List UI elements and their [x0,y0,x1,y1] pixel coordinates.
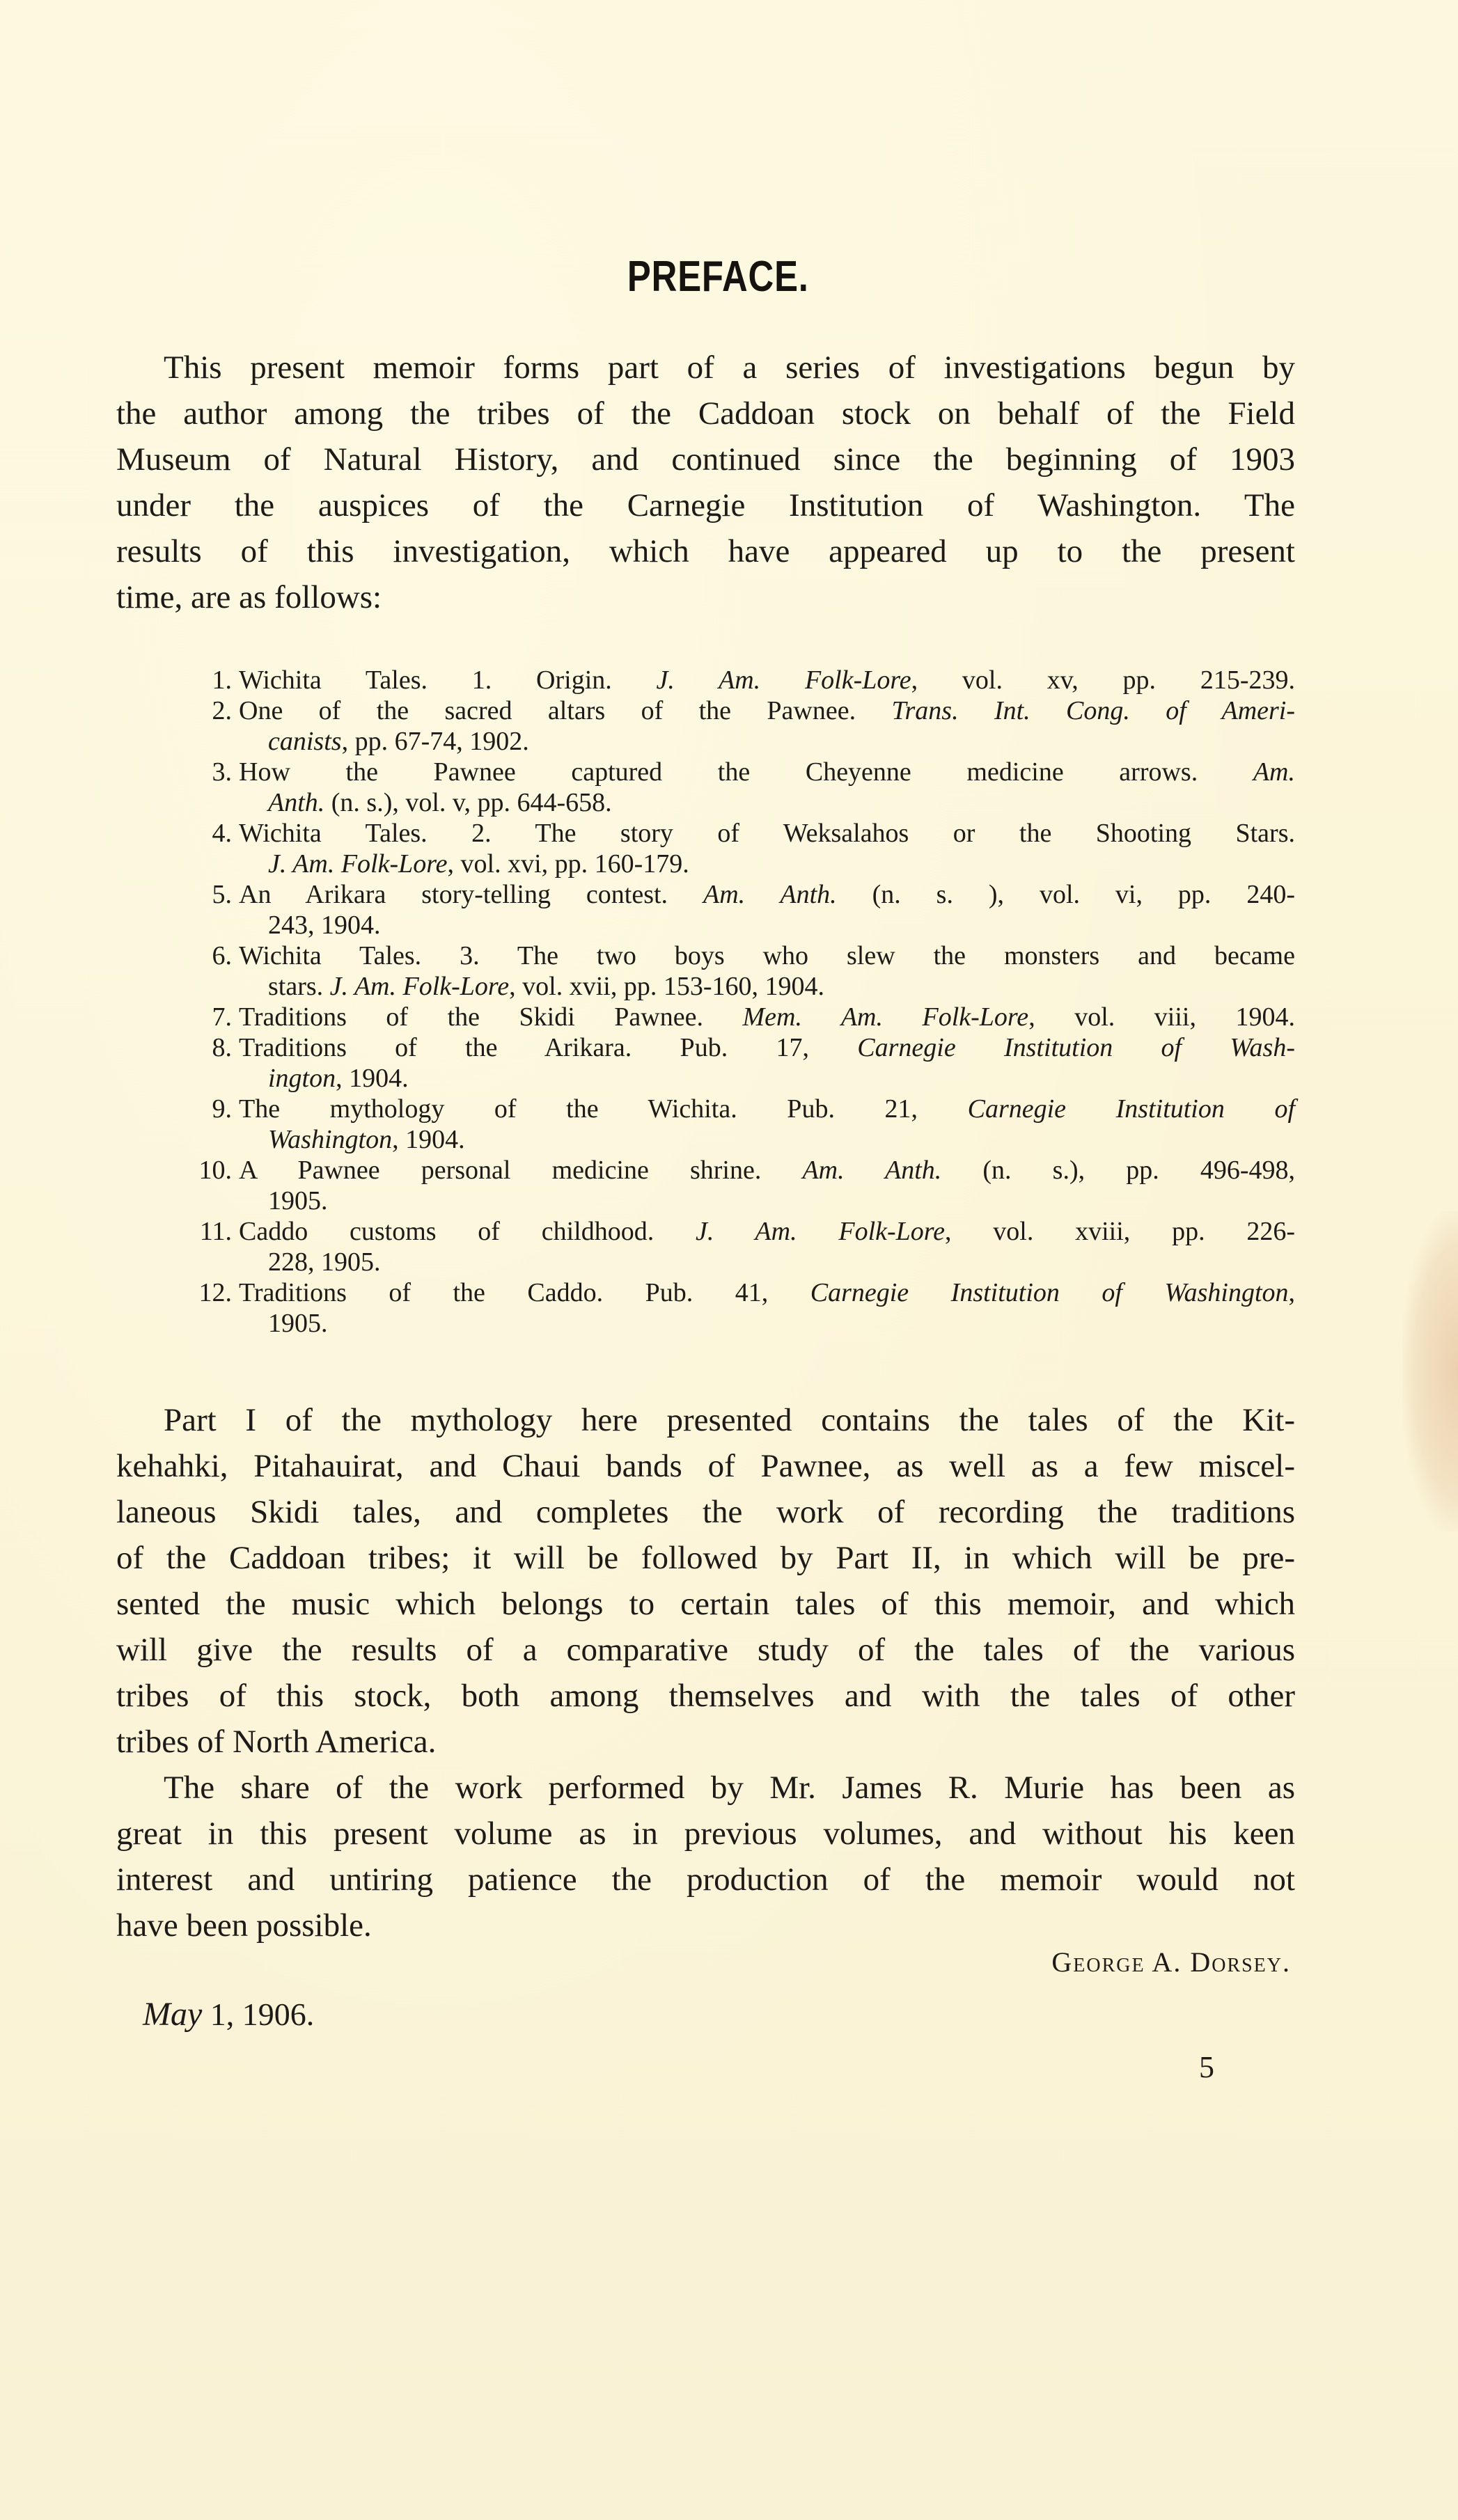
journal-title: Am. Anth. [703,880,837,909]
reference-text: The mythology of the Wichita. Pub. 21, [239,1094,968,1124]
reference-item [178,665,1295,695]
text-line: tribes of this stock, both among themselves and with the tales of other [116,1678,1295,1714]
reference-line [178,787,1295,818]
reference-text: One of the sacred altars of the Pawnee. [239,696,892,725]
journal-title: Washington [268,1125,393,1154]
reference-text: Traditions of the Caddo. Pub. 41, [239,1278,810,1307]
reference-number: 8. [212,1033,232,1062]
journal-title: canists [268,727,342,756]
reference-line [178,1063,1295,1094]
reference-line [178,695,1295,726]
reference-number: 10. [198,1156,232,1185]
reference-text: (n. s. ), vol. vi, pp. 240- [836,880,1295,909]
reference-text: , vol. xvi, pp. 160-179. [447,849,689,879]
text-line: the author among the tribes of the Caddoan stock on behalf of the Field [116,395,1295,432]
reference-number: 7. [212,1002,232,1032]
reference-line [178,726,1295,757]
reference-item [178,1216,1295,1277]
reference-line [178,1155,1295,1186]
reference-number: 12. [198,1278,232,1307]
journal-title: ington [268,1064,336,1093]
reference-text: , vol. viii, 1904. [1028,1002,1296,1032]
text-line: have been possible. [116,1907,372,1944]
page-title: PREFACE. [627,253,809,301]
reference-number: 3. [212,757,232,787]
text-line: kehahki, Pitahauirat, and Chaui bands of Pawnee, as well as a few miscel- [116,1448,1295,1484]
reference-item [178,879,1295,940]
reference-text: , 1904. [392,1125,465,1154]
reference-line [178,940,1295,971]
text-line: under the auspices of the Carnegie Institution of Washington. The [116,487,1295,523]
publication-list [178,665,1295,1339]
reference-number: 11. [199,1217,232,1246]
journal-title: J. Am. Folk-Lore [656,666,911,695]
text-line: The share of the work performed by Mr. James R. Murie has been as [164,1770,1295,1806]
journal-title: Am. Anth. [802,1156,942,1185]
reference-number: 1. [212,666,232,695]
journal-title: Carnegie Institution of Washington [810,1278,1289,1307]
reference-text: (n. s.), vol. v, pp. 644-658. [324,788,612,817]
text-line: tribes of North America. [116,1724,437,1760]
reference-line [178,1277,1295,1308]
intro-paragraph [116,345,1295,620]
reference-item [178,757,1295,818]
reference-text: Traditions of the Arikara. Pub. 17, [239,1033,858,1062]
reference-text: , pp. 67-74, 1902. [341,727,529,756]
reference-line [178,1032,1295,1063]
reference-text: Wichita Tales. 3. The two boys who slew the monsters and became [239,941,1295,970]
water-stain [1402,1211,1458,1531]
text-line: laneous Skidi tales, and completes the work of recording the traditions [116,1494,1295,1530]
journal-title: Anth. [268,788,325,817]
reference-text: A Pawnee personal medicine shrine. [239,1156,803,1185]
text-line: interest and untiring patience the production of the memoir would not [116,1861,1295,1898]
journal-title: J. Am. Folk-Lore [329,972,510,1001]
reference-line [178,1094,1295,1124]
reference-line [178,818,1295,849]
reference-number: 6. [212,941,232,970]
reference-number: 2. [212,696,232,725]
reference-text: How the Pawnee captured the Cheyenne medicine arrows. [239,757,1253,787]
reference-text: , 1904. [336,1064,409,1093]
reference-line [178,879,1295,910]
journal-title: Trans. Int. Cong. of Ameri- [891,696,1295,725]
text-line: This present memoir forms part of a series of investigations begun by [164,349,1295,386]
journal-title: J. Am. Folk-Lore [268,849,448,879]
reference-number: 4. [212,819,232,848]
reference-item [178,940,1295,1002]
journal-title: Mem. Am. Folk-Lore [742,1002,1029,1032]
reference-item [178,1155,1295,1216]
reference-item [178,1002,1295,1032]
reference-text: An Arikara story-telling contest. [239,880,703,909]
page-number: 5 [1199,2050,1214,2084]
reference-text: , [1288,1278,1296,1307]
date-month: May [143,1996,203,2033]
date-day-year: 1, 1906. [202,1997,315,2032]
reference-text: Wichita Tales. 2. The story of Weksalahos or the Shooting Stars. [239,819,1295,848]
reference-text: , vol. xv, pp. 215-239. [911,666,1295,695]
reference-item [178,1032,1295,1094]
reference-line [178,1216,1295,1247]
reference-line [178,757,1295,787]
reference-item [178,695,1295,757]
reference-line [178,1124,1295,1155]
author-signature: George A. Dorsey. [1051,1946,1291,1978]
reference-line [178,1002,1295,1032]
text-line: Part I of the mythology here presented contains the tales of the Kit- [164,1402,1295,1438]
journal-title: J. Am. Folk-Lore [695,1217,946,1246]
preface-date [143,1995,314,2033]
reference-text: , vol. xvii, pp. 153-160, 1904. [509,972,824,1001]
reference-number: 9. [212,1094,232,1124]
reference-text: 228, 1905. [268,1247,381,1277]
reference-text: Traditions of the Skidi Pawnee. [239,1002,743,1032]
reference-text: 1905. [268,1309,328,1338]
acknowledgment-paragraph [116,1765,1295,1948]
part-one-paragraph [116,1397,1295,1765]
journal-title: Carnegie Institution of [967,1094,1296,1124]
reference-text: 1905. [268,1186,328,1215]
reference-item [178,1094,1295,1155]
reference-item [178,1277,1295,1339]
text-line: Museum of Natural History, and continued since the beginning of 1903 [116,441,1295,478]
reference-line [178,1247,1295,1277]
reference-text: (n. s.), pp. 496-498, [941,1156,1295,1185]
reference-text: 243, 1904. [268,911,381,940]
reference-text: Wichita Tales. 1. Origin. [239,666,657,695]
reference-line [178,665,1295,695]
journal-title: Am. [1253,757,1295,787]
reference-line [178,1186,1295,1216]
reference-line [178,849,1295,879]
text-line: of the Caddoan tribes; it will be followed by Part II, in which will be pre- [116,1540,1295,1576]
reference-line [178,1308,1295,1339]
reference-text: , vol. xviii, pp. 226- [945,1217,1295,1246]
reference-line [178,910,1295,940]
reference-item [178,818,1295,879]
journal-title: Carnegie Institution of Wash- [857,1033,1296,1062]
text-line: time, are as follows: [116,579,382,615]
reference-text: Caddo customs of childhood. [239,1217,696,1246]
text-line: will give the results of a comparative study of the tales of the various [116,1632,1295,1668]
reference-line [178,971,1295,1002]
reference-number: 5. [212,880,232,909]
text-line: results of this investigation, which have appeared up to the present [116,533,1295,569]
text-line: sented the music which belongs to certain tales of this memoir, and which [116,1586,1295,1622]
reference-text: stars. [268,972,330,1001]
text-line: great in this present volume as in previous volumes, and without his keen [116,1816,1295,1852]
